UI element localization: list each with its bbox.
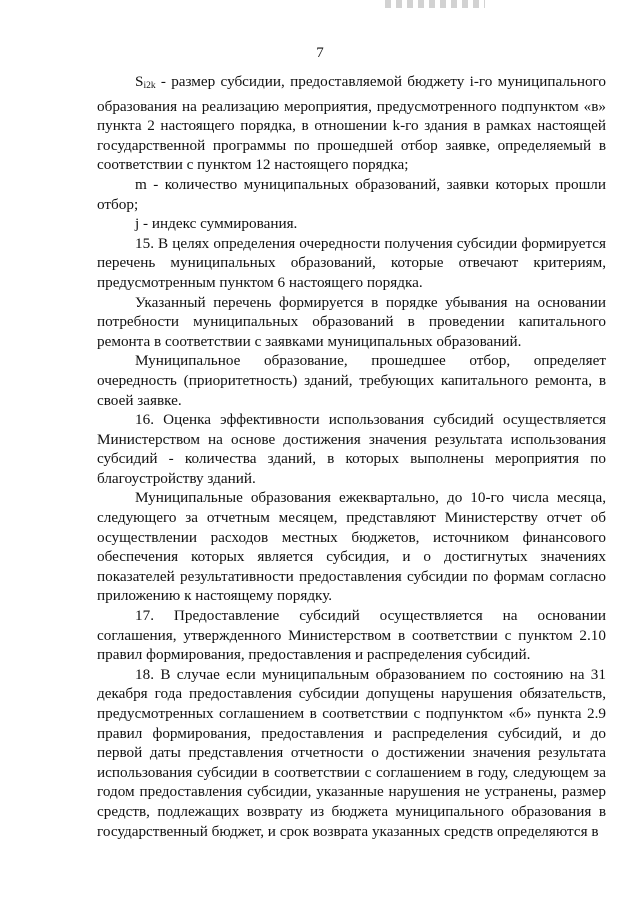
scan-artifact-mark bbox=[385, 0, 485, 8]
paragraph-15-list-order: Указанный перечень формируется в порядке убывания на основании потребности муниципальных образований в проведении капитального ремонта в соответствии с заявками муниципальных образований. bbox=[97, 293, 606, 350]
paragraph-16-reporting: Муниципальные образования ежеквартально, до 10-го числа месяца, следующего за отчетным месяцем, представляют Министерству отчет об осуществлении расходов местных бюджетов, источником финансового обеспечения которых является субсидия, и о достигнутых значениях показателей результативности предоставления субсидии по формам согласно приложению к настоящему порядку. bbox=[97, 489, 606, 605]
symbol-s-subscript: i2k bbox=[143, 81, 156, 91]
document-body bbox=[97, 72, 606, 841]
paragraph-18: 18. В случае если муниципальным образованием по состоянию на 31 декабря года предоставления субсидии допущены нарушения обязательств, предусмотренных соглашением в соответствии с подпунктом «б» пункта 2.9 правил формирования, предоставления и распределения субсидий, и до первой даты представления отчетности о достижении значения результата использования субсидии в соответствии с соглашением в году, следующем за годом предоставления субсидии, указанные нарушения не устранены, размер средств, подлежащих возврату из бюджета муниципального образования в государственный бюджет, и срок возврата указанных средств определяются в bbox=[97, 665, 606, 840]
paragraph-16: 16. Оценка эффективности использования субсидий осуществляется Министерством на основе достижения значения результата использования субсидий - количества зданий, в которых выполнены мероприятия по благоустройству зданий. bbox=[97, 411, 606, 487]
symbol-s: S bbox=[135, 73, 144, 90]
paragraph-s-definition-text: - размер субсидии, предоставляемой бюджету i-го муниципального образования на реализацию мероприятия, предусмотренного подпунктом «в» пункта 2 настоящего порядка, в отношении k-го здания в рамках настоящей государственной программы по прошедшей отбор заявке, определяемый в соответствии с пунктом 12 настоящего порядка; bbox=[97, 73, 606, 174]
paragraph-m-definition: m - количество муниципальных образований, заявки которых прошли отбор; bbox=[97, 175, 606, 213]
paragraph-15: 15. В целях определения очередности получения субсидии формируется перечень муниципальных образований, которые отвечают критериям, предусмотренным пунктом 6 настоящего порядка. bbox=[97, 234, 606, 291]
paragraph-15-priority: Муниципальное образование, прошедшее отбор, определяет очередность (приоритетность) зданий, требующих капитального ремонта, в своей заявке. bbox=[97, 352, 606, 409]
paragraph-j-definition: j - индекс суммирования. bbox=[135, 215, 298, 233]
paragraph-s-definition bbox=[97, 72, 606, 175]
paragraph-17: 17. Предоставление субсидий осуществляется на основании соглашения, утвержденного Министерством в соответствии с пунктом 2.10 правил формирования, предоставления и распределения субсидий. bbox=[97, 607, 606, 664]
page-number: 7 bbox=[316, 45, 324, 61]
